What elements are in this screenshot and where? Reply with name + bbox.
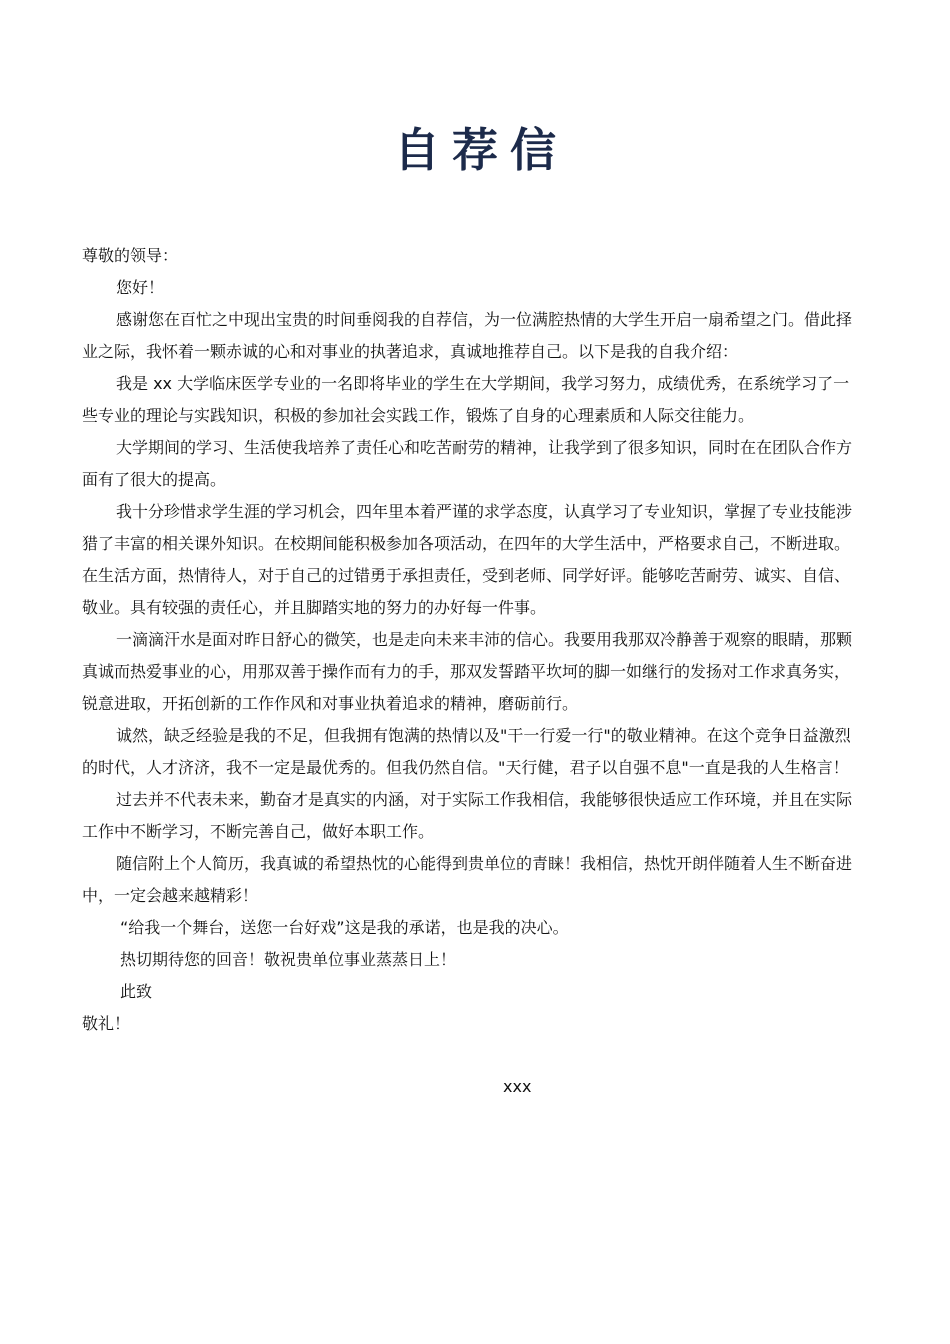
jing-li: 敬礼！	[82, 1014, 131, 1033]
paragraph-3: 大学期间的学习、生活使我培养了责任心和吃苦耐劳的精神，让我学到了很多知识，同时在在团队合作方面有了很大的提高。	[82, 438, 853, 489]
paragraph-4: 我十分珍惜求学生涯的学习机会，四年里本着严谨的求学态度，认真学习了专业知识，掌握了专业技能涉猎了丰富的相关课外知识。在校期间能积极参加各项活动，在四年的大学生活中，严格要求自己，不断进取。在生活方面，热情待人，对于自己的过错勇于承担责任，受到老师、同学好评。能够吃苦耐劳、诚实、自信、敬业。具有较强的责任心，并且脚踏实地的努力的办好每一件事。	[82, 502, 853, 617]
paragraph-6: 诚然，缺乏经验是我的不足，但我拥有饱满的热情以及"干一行爱一行"的敬业精神。在这个竞争日益激烈的时代，人才济济，我不一定是最优秀的。但我仍然自信。"天行健，君子以自强不息"一直是我的人生格言！	[82, 726, 851, 777]
paragraph-2: 我是 xx 大学临床医学专业的一名即将毕业的学生在大学期间，我学习努力，成绩优秀，在系统学习了一些专业的理论与实践知识，积极的参加社会实践工作，锻炼了自身的心理素质和人际交往能力。	[82, 374, 850, 425]
salutation: 尊敬的领导：	[82, 246, 179, 265]
paragraph-5: 一滴滴汗水是面对昨日舒心的微笑，也是走向未来丰沛的信心。我要用我那双冷静善于观察的眼睛，那颗真诚而热爱事业的心，用那双善于操作而有力的手，那双发誓踏平坎坷的脚一如继行的发扬对工作求真务实，锐意进取，开拓创新的工作作风和对事业执着追求的精神，磨砺前行。	[82, 630, 853, 713]
promise-line: “给我一个舞台，送您一台好戏”这是我的承诺，也是我的决心。	[120, 918, 569, 937]
page-title: 自荐信	[394, 123, 568, 177]
paragraph-8: 随信附上个人简历，我真诚的希望热忱的心能得到贵单位的青睐！我相信，热忱开朗伴随着人生不断奋进中，一定会越来越精彩！	[82, 854, 853, 905]
paragraph-1: 感谢您在百忙之中现出宝贵的时间垂阅我的自荐信，为一位满腔热情的大学生开启一扇希望之门。借此择业之际，我怀着一颗赤诚的心和对事业的执著追求，真诚地推荐自己。以下是我的自我介绍：	[82, 310, 853, 361]
ci-zhi: 此致	[120, 982, 153, 1001]
closing-wish: 热切期待您的回音！敬祝贵单位事业蒸蒸日上！	[120, 950, 457, 969]
greeting: 您好！	[116, 278, 165, 297]
paragraph-7: 过去并不代表未来，勤奋才是真实的内涵，对于实际工作我相信，我能够很快适应工作环境，并且在实际工作中不断学习，不断完善自己，做好本职工作。	[82, 790, 853, 841]
signature: xxx	[503, 1077, 532, 1096]
letter-body	[82, 240, 860, 1040]
